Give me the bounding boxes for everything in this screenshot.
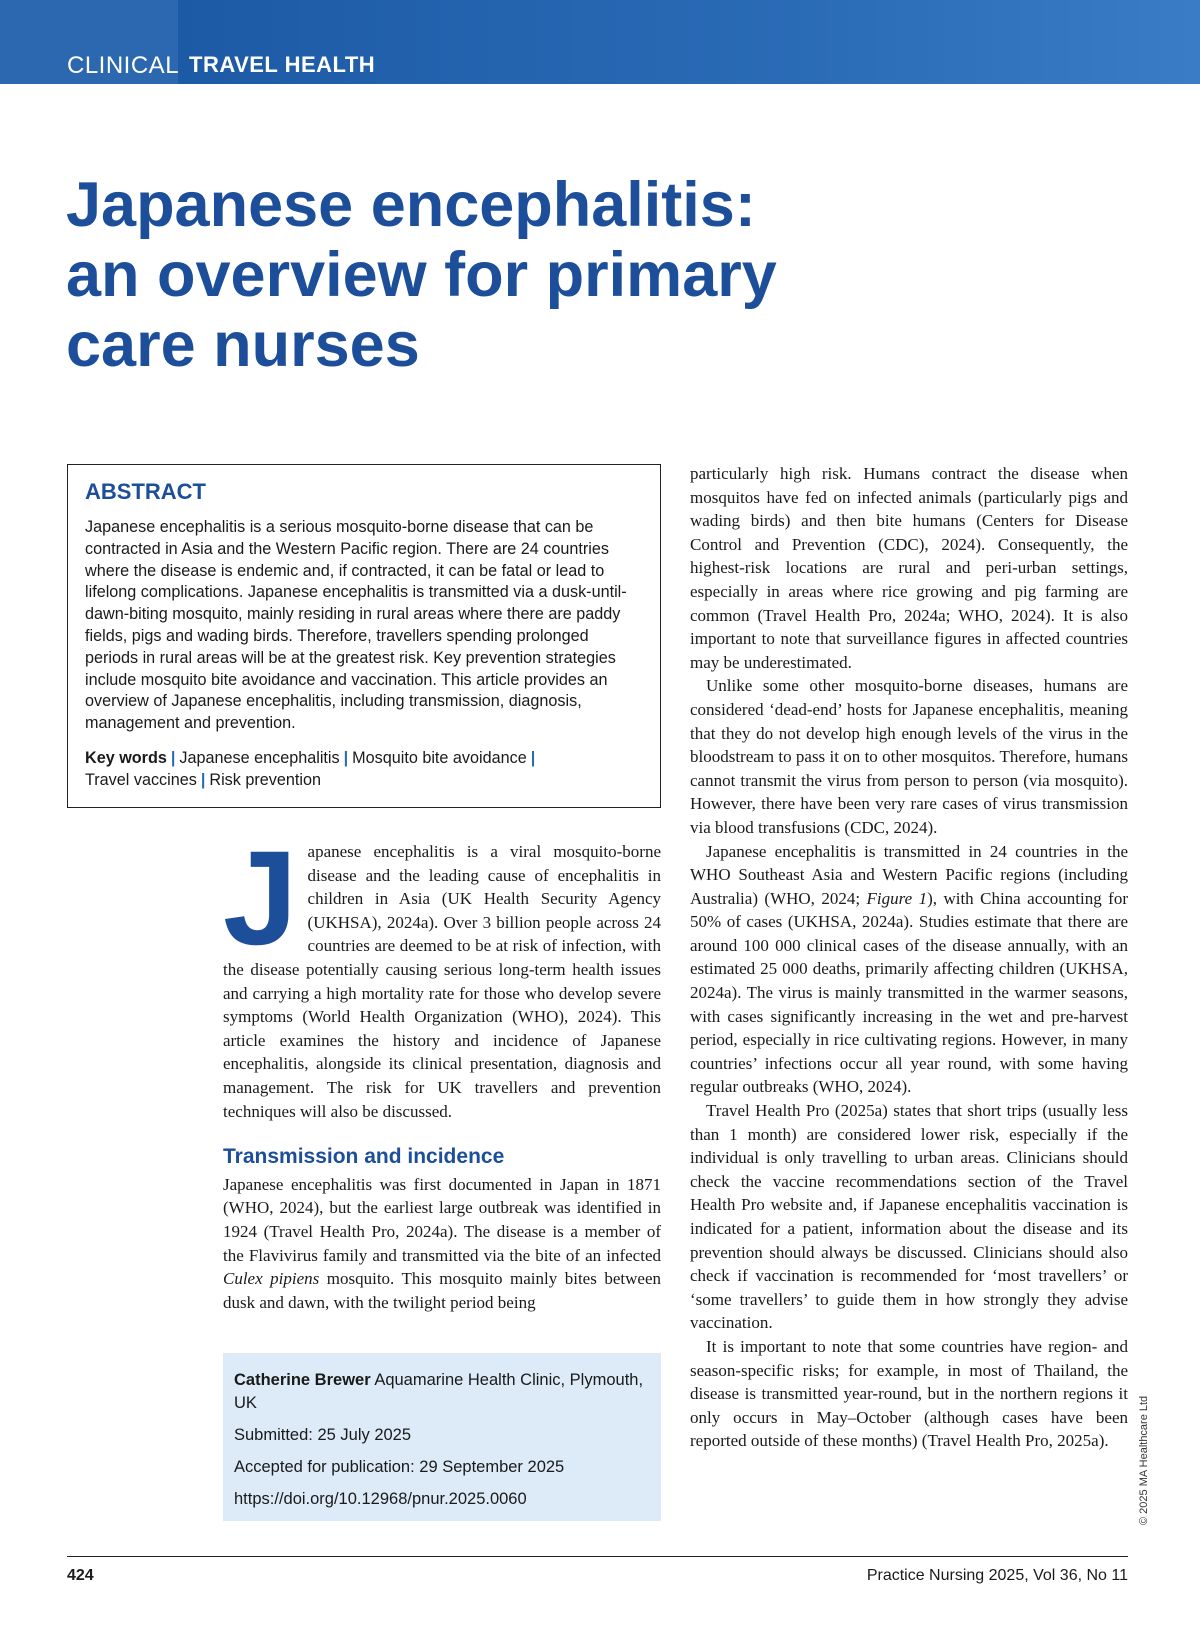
keyword: Risk prevention xyxy=(209,770,321,789)
figure-reference: Figure 1 xyxy=(866,888,928,908)
keyword-separator: | xyxy=(530,748,536,767)
author-affiliation: Aquamarine Health Clinic, Plymouth, UK xyxy=(234,1371,644,1412)
page-number: 424 xyxy=(67,1567,94,1584)
paragraph: It is important to note that some countries have region- and season-specific risks; for example, in most of Thailand, the disease is transmitted year-round, but in the northern regions it only occurs in May–October (although cases have been reported outside of these months) (Travel Health Pro, 2025a). xyxy=(690,1336,1128,1451)
author-name: Catherine Brewer xyxy=(234,1371,371,1389)
paragraph: Unlike some other mosquito-borne diseases, humans are considered ‘dead-end’ hosts for Japanese encephalitis, meaning that they do not develop high enough levels of the virus in the bloodstream to pass it on to other mosquitos. Therefore, humans cannot transmit the virus from person to person (via mosquito). However, there have been very rare cases of virus transmission via blood transfusions (CDC, 2024). xyxy=(690,676,1128,837)
intro-text: apanese encephalitis is a viral mosquito-borne disease and the leading cause of encephalitis in children in Asia (UK Health Security Agency (UKHSA), 2024a). Over 3 billion people across 24 countries are deemed to be at risk of infection, with the disease potentially causing serious long-term health issues and carrying a high mortality rate for those who develop severe symptoms (World Health Organization (WHO), 2024). This article examines the history and incidence of Japanese encephalitis, alongside its clinical presentation, diagnosis and management. The risk for UK travellers and prevention techniques will also be discussed. xyxy=(223,842,661,1121)
accepted-date: Accepted for publication: 29 September 2025 xyxy=(234,1458,565,1476)
title-line-2: an overview for primary xyxy=(66,240,777,310)
body-right-column xyxy=(690,462,1128,1453)
paragraph-text: Japanese encephalitis was first documented in Japan in 1871 (WHO, 2024), but the earliest large outbreak was identified in 1924 (Travel Health Pro, 2024a). The disease is a member of the Flavivirus family and transmitted via the bite of an infected xyxy=(223,1174,661,1265)
doi-link[interactable]: https://doi.org/10.12968/pnur.2025.0060 xyxy=(234,1490,527,1508)
body-left-column xyxy=(223,824,661,1314)
section-paragraph xyxy=(223,1173,661,1315)
article-title xyxy=(66,170,966,380)
title-line-1: Japanese encephalitis: xyxy=(66,170,756,240)
footer-rule xyxy=(67,1556,1128,1557)
keyword: Japanese encephalitis xyxy=(179,748,340,767)
keywords-label: Key words xyxy=(85,748,167,767)
paragraph xyxy=(690,840,1128,1100)
section-heading: Transmission and incidence xyxy=(223,1145,505,1169)
keyword: Travel vaccines xyxy=(85,770,197,789)
copyright-notice: © 2025 MA Healthcare Ltd xyxy=(1138,1395,1150,1525)
keywords xyxy=(85,747,643,791)
drop-cap: J xyxy=(223,824,298,973)
abstract-heading: ABSTRACT xyxy=(85,479,206,504)
species-name: Culex pipiens xyxy=(223,1269,320,1289)
section-label: CLINICAL xyxy=(67,52,180,79)
abstract-box xyxy=(67,464,661,808)
keyword: Mosquito bite avoidance xyxy=(352,748,527,767)
submitted-date: Submitted: 25 July 2025 xyxy=(234,1426,412,1444)
paragraph-text: mosquito. This mosquito mainly bites between dusk and dawn, with the twilight period being xyxy=(223,1269,661,1312)
paragraph-text: ), with China accounting for 50% of cases (UKHSA, 2024a). Studies estimate that there are around 100 000 clinical cases of the disease annually, with an estimated 25 000 deaths, primarily affecting children (UKHSA, 2024a). The virus is mainly transmitted in the warmer seasons, with cases significantly increasing in the wet and pre-harvest period, especially in rice cultivating regions. However, in many countries’ infections occur all year round, with some having regular outbreaks (WHO, 2024). xyxy=(690,888,1128,1097)
paragraph: Travel Health Pro (2025a) states that short trips (usually less than 1 month) are considered lower risk, especially if the individual is only travelling to urban areas. Clinicians should check the vaccine recommendations section of the Travel Health Pro website and, if Japanese encephalitis vaccination is indicated for a patient, information about the disease and its prevention should always be discussed. Clinicians should also check if vaccination is recommended for ‘most travellers’ or ‘some travellers’ to guide them in how strongly they advise vaccination. xyxy=(690,1101,1128,1333)
title-line-3: care nurses xyxy=(66,310,420,380)
author-line xyxy=(234,1369,650,1415)
abstract-text: Japanese encephalitis is a serious mosquito-borne disease that can be contracted in Asia and the Western Pacific region. There are 24 countries where the disease is endemic and, if contracted, it can be fatal or lead to lifelong complications. Japanese encephalitis is transmitted via a dusk-until-dawn-biting mosquito, mainly residing in rural areas where there are paddy fields, pigs and wading birds. Therefore, travellers spending prolonged periods in rural areas will be at the greatest risk. Key prevention strategies include mosquito bite avoidance and vaccination. This article provides an overview of Japanese encephalitis, including transmission, diagnosis, management and prevention. xyxy=(85,518,627,733)
author-info-box xyxy=(223,1353,661,1521)
subsection-label: TRAVEL HEALTH xyxy=(189,52,376,77)
keyword-separator: | xyxy=(200,770,206,789)
keyword-separator: | xyxy=(170,748,176,767)
paragraph: particularly high risk. Humans contract the disease when mosquitos have fed on infected animals (particularly pigs and wading birds) and then bite humans (Centers for Disease Control and Prevention (CDC), 2024). Consequently, the highest-risk locations are rural and peri-urban settings, especially in areas where rice growing and pig farming are common (Travel Health Pro, 2024a; WHO, 2024). It is also important to note that surveillance figures in affected countries may be underestimated. xyxy=(690,464,1128,672)
keyword-separator: | xyxy=(343,748,349,767)
intro-paragraph xyxy=(223,824,661,1123)
journal-citation: Practice Nursing 2025, Vol 36, No 11 xyxy=(866,1567,1128,1584)
paragraph-text: Japanese encephalitis is transmitted in 24 countries in the WHO Southeast Asia and Western Pacific regions (including Australia) (WHO, 2024; xyxy=(690,841,1128,908)
